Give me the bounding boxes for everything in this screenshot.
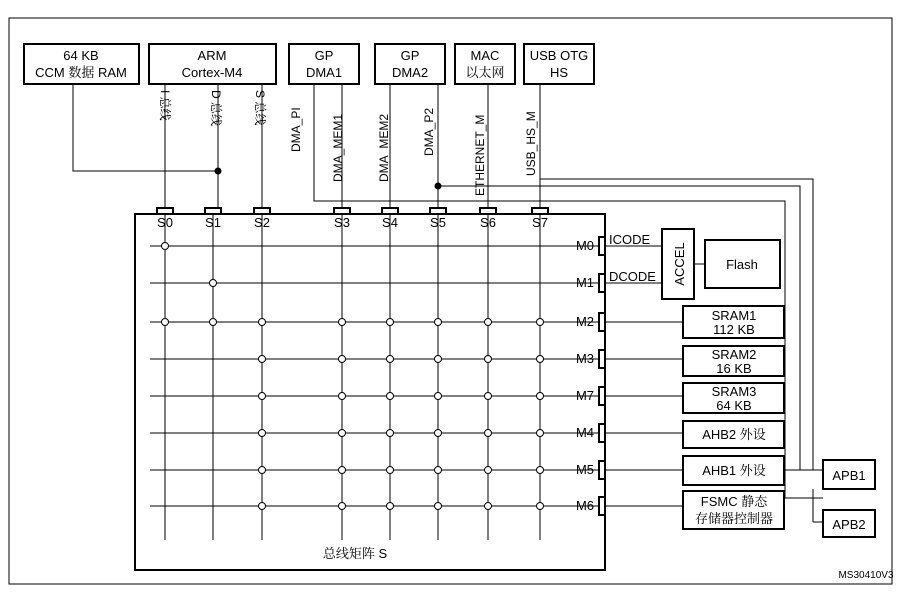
slave-sram2	[683, 346, 784, 376]
figure-id: MS30410V3	[838, 570, 894, 581]
matrix-connection-node	[339, 356, 346, 363]
dcode-label: DCODE	[609, 269, 656, 284]
master-port-label: M3	[575, 351, 594, 366]
master-port-tab	[599, 424, 605, 442]
flash-box	[705, 240, 780, 288]
slave-port-tab	[532, 208, 548, 214]
master-port-label: M1	[575, 275, 594, 290]
fsmc-line2: 存储器控制器	[694, 511, 774, 526]
dma2-line1: GP	[400, 48, 420, 63]
mac-line2: 以太网	[465, 65, 505, 80]
matrix-connection-node	[339, 393, 346, 400]
slave-sram3	[683, 383, 784, 413]
master-port-tab	[599, 497, 605, 515]
matrix-connection-node	[435, 430, 442, 437]
master-dma2	[375, 44, 445, 84]
slave-port-label: S7	[532, 215, 548, 230]
accel-box	[662, 229, 694, 299]
master-cortex-m4	[149, 44, 276, 84]
master-port-label: M4	[575, 425, 594, 440]
master-port-label: M5	[575, 462, 594, 477]
master-port-tab	[599, 387, 605, 405]
slave-ahb2	[683, 421, 784, 448]
apb2-label: APB2	[832, 517, 866, 532]
master-ethernet-mac	[455, 44, 515, 84]
apb2-box	[823, 510, 875, 537]
slave-port-label: S5	[430, 215, 446, 230]
matrix-connection-node	[162, 243, 169, 250]
master-port-tab	[599, 237, 605, 255]
dma1-line2: DMA1	[305, 65, 343, 80]
slave-port-label: S1	[205, 215, 221, 230]
matrix-connection-node	[537, 393, 544, 400]
ibus-label: I 总线	[158, 90, 172, 121]
junction-dot-dma2	[435, 183, 442, 190]
matrix-connection-node	[387, 393, 394, 400]
master-port-tab	[599, 274, 605, 292]
master-dma1	[289, 44, 359, 84]
matrix-connection-node	[339, 503, 346, 510]
slave-port-label: S2	[254, 215, 270, 230]
slave-ports	[157, 208, 548, 230]
matrix-connection-node	[387, 356, 394, 363]
matrix-connection-node	[537, 467, 544, 474]
matrix-connection-node	[537, 503, 544, 510]
dma2-line2: DMA2	[391, 65, 429, 80]
matrix-connection-node	[162, 319, 169, 326]
ethernet-m-label: ETHERNET_M	[473, 114, 487, 196]
matrix-connection-node	[537, 319, 544, 326]
slave-port-tab	[334, 208, 350, 214]
matrix-connection-node	[259, 467, 266, 474]
ahb2-label: AHB2 外设	[702, 427, 766, 442]
master-port-tab	[599, 313, 605, 331]
master-port-label: M0	[575, 238, 594, 253]
sram3-line1: SRAM3	[711, 384, 757, 399]
matrix-connection-node	[485, 430, 492, 437]
usb-hs-m-label: USB_HS_M	[524, 111, 538, 176]
master-port-tab	[599, 350, 605, 368]
matrix-connection-node	[259, 356, 266, 363]
sram3-line2: 64 KB	[716, 398, 752, 413]
slave-port-tab	[254, 208, 270, 214]
matrix-connection-node	[210, 280, 217, 287]
slave-port-label: S6	[480, 215, 496, 230]
master-ports	[576, 237, 605, 515]
usb-line1: USB OTG	[529, 48, 589, 63]
sram2-line1: SRAM2	[711, 347, 757, 362]
dma1-line1: GP	[314, 48, 334, 63]
matrix-connection-node	[537, 430, 544, 437]
icode-label: ICODE	[609, 232, 651, 247]
matrix-connection-node	[339, 467, 346, 474]
slave-ahb1	[683, 456, 784, 485]
matrix-connection-node	[259, 319, 266, 326]
matrix-connection-node	[387, 319, 394, 326]
matrix-connection-node	[435, 503, 442, 510]
dbus-label: D 总线	[209, 90, 223, 127]
dma-p2-label: DMA_P2	[422, 107, 436, 156]
bus-matrix-box	[135, 214, 605, 570]
matrix-connection-node	[259, 503, 266, 510]
dma-mem1-label: DMA_MEM1	[331, 113, 345, 182]
bus-labels	[158, 90, 538, 196]
matrix-connection-node	[259, 430, 266, 437]
usb-line2: HS	[549, 65, 569, 80]
sram1-line1: SRAM1	[711, 308, 757, 323]
matrix-connection-node	[435, 393, 442, 400]
master-port-label: M7	[575, 388, 594, 403]
matrix-connection-node	[387, 503, 394, 510]
matrix-connection-node	[210, 319, 217, 326]
mac-line1: MAC	[470, 48, 500, 63]
master-port-label: M6	[575, 498, 594, 513]
matrix-connection-node	[537, 356, 544, 363]
ahb1-label: AHB1 外设	[702, 463, 766, 478]
matrix-connection-node	[387, 430, 394, 437]
accel-label: ACCEL	[672, 242, 687, 286]
master-port-tab	[599, 461, 605, 479]
dma-mem2-label: DMA_MEM2	[377, 113, 391, 182]
slave-port-tab	[157, 208, 173, 214]
matrix-grid	[150, 214, 599, 540]
junction-dot-dbus	[215, 168, 222, 175]
master-ccm-ram	[24, 44, 139, 84]
master-port-label: M2	[575, 314, 594, 329]
ccm-line2: CCM 数据 RAM	[35, 65, 127, 80]
matrix-connection-node	[435, 319, 442, 326]
master-usb-otg-hs	[524, 44, 594, 84]
apb1-box	[823, 460, 875, 489]
matrix-label: 总线矩阵 S	[322, 546, 388, 561]
sbus-label: S 总线	[253, 90, 267, 126]
matrix-connection-node	[485, 356, 492, 363]
slave-port-tab	[205, 208, 221, 214]
slave-port-tab	[430, 208, 446, 214]
slave-port-label: S3	[334, 215, 350, 230]
slave-sram1	[683, 306, 784, 338]
matrix-connection-node	[435, 467, 442, 474]
cpu-line1: ARM	[197, 48, 227, 63]
slave-port-label: S0	[157, 215, 173, 230]
cpu-line2: Cortex-M4	[181, 65, 243, 80]
matrix-connection-node	[485, 319, 492, 326]
slave-port-label: S4	[382, 215, 398, 230]
matrix-connection-node	[485, 503, 492, 510]
matrix-connection-node	[435, 356, 442, 363]
matrix-connection-node	[485, 393, 492, 400]
ccm-line1: 64 KB	[63, 48, 99, 63]
slave-port-tab	[382, 208, 398, 214]
slave-fsmc	[683, 491, 784, 529]
flash-label: Flash	[726, 257, 758, 272]
dma-pi-label: DMA_PI	[289, 107, 303, 152]
sram2-line2: 16 KB	[716, 361, 752, 376]
fsmc-line1: FSMC 静态	[700, 494, 768, 509]
slave-wires	[605, 322, 683, 506]
apb1-label: APB1	[832, 468, 866, 483]
matrix-connection-node	[339, 430, 346, 437]
matrix-connection-node	[259, 393, 266, 400]
matrix-connection-node	[485, 467, 492, 474]
matrix-connection-node	[387, 467, 394, 474]
sram1-line2: 112 KB	[713, 322, 755, 337]
slave-port-tab	[480, 208, 496, 214]
matrix-connection-node	[339, 319, 346, 326]
